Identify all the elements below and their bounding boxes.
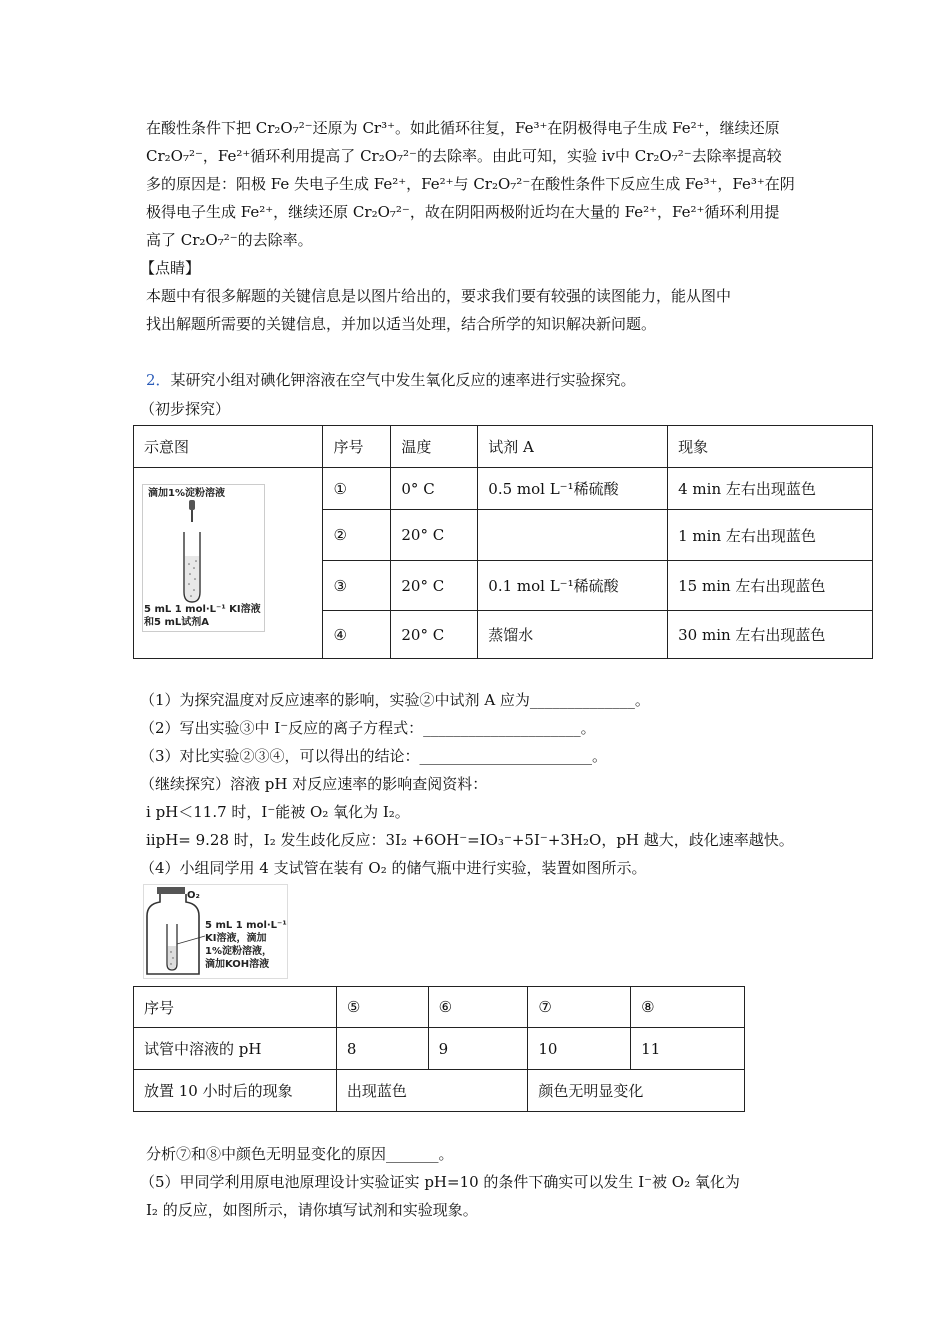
cell-reagent xyxy=(478,510,668,561)
table-cell: 序号 xyxy=(134,987,337,1028)
table-cell: 10 xyxy=(528,1028,631,1070)
table-cell: 9 xyxy=(428,1028,528,1070)
cell-no: ④ xyxy=(323,611,391,659)
table-cell: ⑧ xyxy=(631,987,745,1028)
paragraph-line: 极得电子生成 Fe²⁺，继续还原 Cr₂O₇²⁻，故在阴阳两极附近均在大量的 Fe²⁺，Fe²⁺循环利用提 xyxy=(146,203,780,221)
table-header: 温度 xyxy=(391,426,478,468)
gas-label: O₂ xyxy=(187,890,200,901)
table-row xyxy=(134,1070,745,1112)
table-cell: ⑥ xyxy=(428,987,528,1028)
dianjing-line: 本题中有很多解题的关键信息是以图片给出的，要求我们要有较强的读图能力，能从图中 xyxy=(146,287,732,305)
figure2-label: 5 mL 1 mol·L⁻¹ xyxy=(205,920,287,931)
experiment-table-2 xyxy=(133,986,745,1112)
cell-phenomenon: 4 min 左右出现蓝色 xyxy=(668,468,873,510)
table-header: 示意图 xyxy=(134,426,323,468)
table-header: 现象 xyxy=(668,426,873,468)
cell-reagent: 0.1 mol L⁻¹稀硫酸 xyxy=(478,561,668,611)
test-tube-figure xyxy=(142,484,272,632)
cell-reagent: 0.5 mol L⁻¹稀硫酸 xyxy=(478,468,668,510)
cell-temp: 20° C xyxy=(391,510,478,561)
figure-label-bottom-2: 和5 mL试剂A xyxy=(144,617,209,628)
cell-reagent: 蒸馏水 xyxy=(478,611,668,659)
cell-temp: 20° C xyxy=(391,561,478,611)
cell-no: ① xyxy=(323,468,391,510)
table-cell: 试管中溶液的 pH xyxy=(134,1028,337,1070)
sub-question-3: （3）对比实验②③④，可以得出的结论：_______________________。 xyxy=(140,747,608,765)
table-cell: 颜色无明显变化 xyxy=(528,1070,745,1112)
table-row xyxy=(134,468,873,510)
table-cell: ⑦ xyxy=(528,987,631,1028)
section-heading: （初步探究） xyxy=(140,400,231,418)
table-cell: 出现蓝色 xyxy=(336,1070,528,1112)
sub-question-1: （1）为探究温度对反应速率的影响，实验②中试剂 A 应为______________。 xyxy=(140,691,650,709)
gas-bottle-figure xyxy=(143,884,289,980)
section-heading-2: （继续探究）溶液 pH 对反应速率的影响查阅资料： xyxy=(140,775,488,793)
figure2-label: 1%淀粉溶液， xyxy=(205,946,272,957)
cell-phenomenon: 1 min 左右出现蓝色 xyxy=(668,510,873,561)
paragraph-line: 高了 Cr₂O₇²⁻的去除率。 xyxy=(146,231,313,249)
question-title-text: 某研究小组对碘化钾溶液在空气中发生氧化反应的速率进行实验探究。 xyxy=(170,371,636,389)
table-cell: 放置 10 小时后的现象 xyxy=(134,1070,337,1112)
paragraph-line: 多的原因是：阳极 Fe 失电子生成 Fe²⁺，Fe²⁺与 Cr₂O₇²⁻在酸性条件下反应生成 Fe³⁺，Fe³⁺在阴 xyxy=(146,175,795,193)
cell-no: ③ xyxy=(323,561,391,611)
sub-question-4: （4）小组同学用 4 支试管在装有 O₂ 的储气瓶中进行实验，装置如图所示。 xyxy=(140,859,647,877)
experiment-table-1 xyxy=(133,425,873,659)
paragraph-line: Cr₂O₇²⁻，Fe²⁺循环利用提高了 Cr₂O₇²⁻的去除率。由此可知，实验 iv中 Cr₂O₇²⁻去除率提高较 xyxy=(146,147,782,165)
cell-no: ② xyxy=(323,510,391,561)
info-line-1: i pH＜11.7 时，I⁻能被 O₂ 氧化为 I₂。 xyxy=(146,803,410,821)
table-header: 序号 xyxy=(323,426,391,468)
table-cell: 8 xyxy=(336,1028,428,1070)
table-row xyxy=(134,1028,745,1070)
bottle-cap xyxy=(157,887,185,894)
figure2-label: KI溶液，滴加 xyxy=(205,933,267,944)
schematic-cell xyxy=(134,468,323,659)
table-row xyxy=(134,987,745,1028)
cell-phenomenon: 15 min 左右出现蓝色 xyxy=(668,561,873,611)
sub-question-5-line-1: （5）甲同学利用原电池原理设计实验证实 pH=10 的条件下确实可以发生 I⁻被 O₂ 氧化为 xyxy=(140,1173,740,1191)
dianjing-label: 【点睛】 xyxy=(140,259,201,277)
dropper-bulb xyxy=(189,500,195,510)
sub-question-2: （2）写出实验③中 I⁻反应的离子方程式：_____________________。 xyxy=(140,719,596,737)
figure-label-bottom-1: 5 mL 1 mol·L⁻¹ KI溶液 xyxy=(144,604,261,615)
table-cell: 11 xyxy=(631,1028,745,1070)
analysis-question: 分析⑦和⑧中颜色无明显变化的原因_______。 xyxy=(146,1145,454,1163)
table-cell: ⑤ xyxy=(336,987,428,1028)
paragraph-line: 在酸性条件下把 Cr₂O₇²⁻还原为 Cr³⁺。如此循环往复，Fe³⁺在阴极得电子生成 Fe²⁺，继续还原 xyxy=(146,119,780,137)
question-number: 2． xyxy=(146,371,171,389)
info-line-2: iipH= 9.28 时，I₂ 发生歧化反应：3I₂ +6OH⁻=IO₃⁻+5I⁻+3H₂O，pH 越大，歧化速率越快。 xyxy=(146,831,794,849)
cell-temp: 0° C xyxy=(391,468,478,510)
cell-phenomenon: 30 min 左右出现蓝色 xyxy=(668,611,873,659)
figure-label-top: 滴加1%淀粉溶液 xyxy=(148,488,225,499)
tube-liquid xyxy=(185,556,199,601)
inner-liquid xyxy=(168,946,176,969)
sub-question-5-line-2: I₂ 的反应，如图所示，请你填写试剂和实验现象。 xyxy=(146,1201,478,1219)
question-title xyxy=(146,370,636,390)
figure2-label: 滴加KOH溶液 xyxy=(205,959,270,970)
table-header: 试剂 A xyxy=(478,426,668,468)
cell-temp: 20° C xyxy=(391,611,478,659)
dianjing-line: 找出解题所需要的关键信息，并加以适当处理，结合所学的知识解决新问题。 xyxy=(146,315,657,333)
